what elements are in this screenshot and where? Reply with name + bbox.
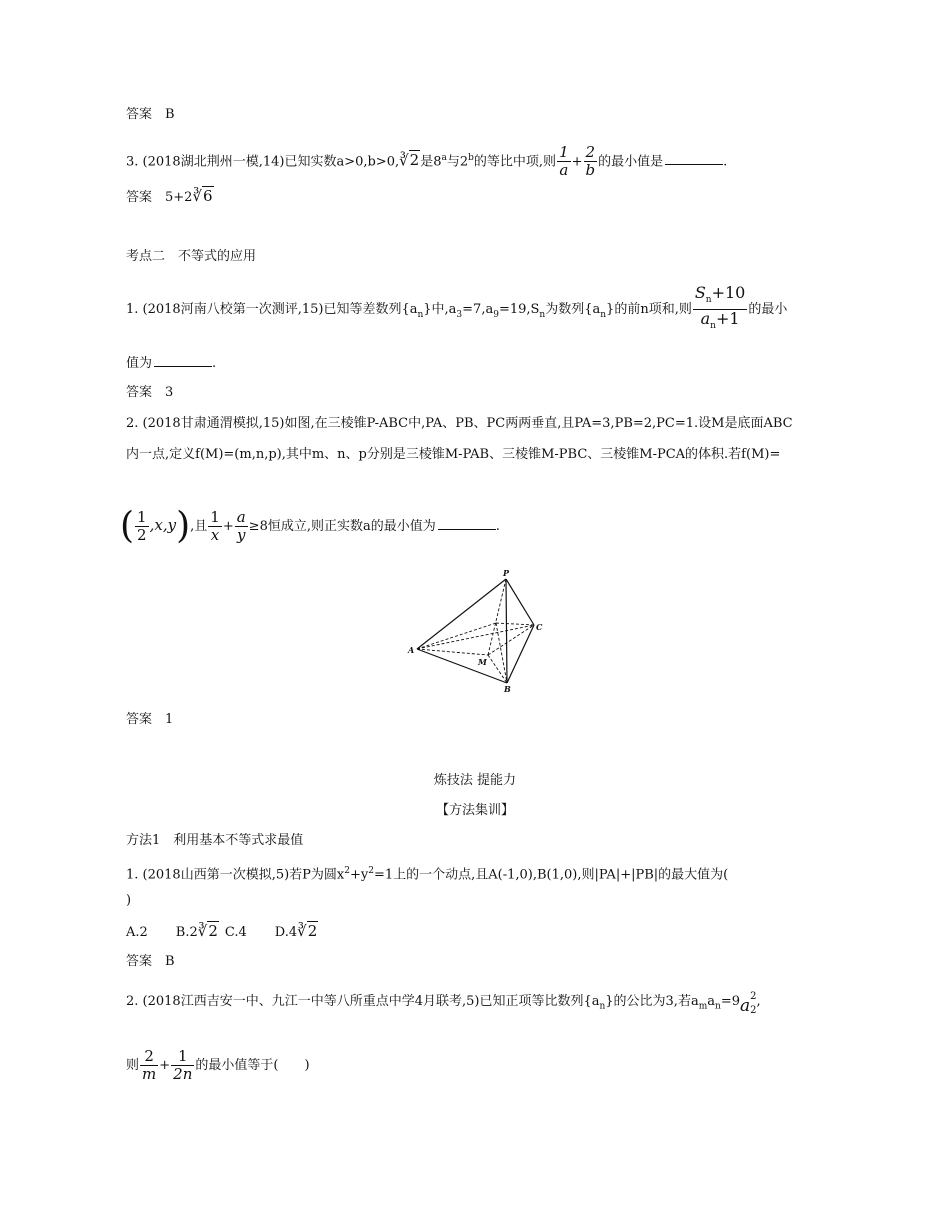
p1-blank xyxy=(154,354,212,367)
m1q2-g-den: 2n xyxy=(173,1065,193,1083)
edge-PA xyxy=(417,579,506,649)
p1-sub-n2: n xyxy=(539,309,546,320)
p2-f-num: 1 xyxy=(137,508,147,526)
problem-2-line-2: 内一点,定义f(M)=(m,n,p),其中m、n、p分别是三棱锥M-PAB、三棱锥M-PBC、三棱锥M-PCA的体积.若f(M)= xyxy=(126,447,781,462)
p2-xy: ,x,y xyxy=(149,516,177,534)
tetrahedron-figure xyxy=(400,565,560,695)
p2-h-den: y xyxy=(236,526,246,544)
q3-sup-a: a xyxy=(441,153,447,163)
m1q2-sub-n2: n xyxy=(715,1001,721,1012)
section-title: 考点二 不等式的应用 xyxy=(126,249,257,264)
p2-blank xyxy=(438,517,496,530)
q3-fraction-2 xyxy=(584,144,598,179)
p1-sub9: 9 xyxy=(493,309,499,320)
p1-prefix: 1. (2018河南八校第一次测评,15)已知等差数列{a xyxy=(126,302,418,318)
m1q2-f-num: 2 xyxy=(140,1048,158,1066)
p1-frac-num-s: S xyxy=(694,283,706,302)
p1-fraction xyxy=(693,284,748,335)
option-d-radicand: 2 xyxy=(307,922,318,940)
q3-mid2: 与2 xyxy=(446,154,469,170)
p2-end: . xyxy=(495,519,500,534)
p2-g-num: 1 xyxy=(210,508,220,526)
cube-root-symbol: ∛2 xyxy=(399,151,420,170)
q3-mid1: 是8 xyxy=(420,154,442,170)
line-aux-1 xyxy=(417,623,496,649)
method-1-title: 方法1 利用基本不等式求最值 xyxy=(126,833,304,848)
q3-radicand: 2 xyxy=(409,151,420,170)
p1-mid5: }的前n项和,则 xyxy=(606,302,692,318)
m1q2-frac-2 xyxy=(171,1048,194,1083)
p1-frac-den-sub: n xyxy=(710,321,716,332)
m1q2-line-2 xyxy=(126,1046,310,1086)
m1q1-a: 1. (2018山西第一次模拟,5)若P为圆x xyxy=(126,867,345,883)
edge-PC xyxy=(506,579,534,625)
p1-frac-den xyxy=(693,310,748,335)
label-B: B xyxy=(504,684,511,694)
answer-2 xyxy=(126,187,214,207)
m1q1-b: +y xyxy=(349,867,369,883)
q3-f2-den: b xyxy=(585,161,596,180)
cube-root-symbol: ∛6 xyxy=(192,187,213,205)
p1-sub: n xyxy=(417,309,424,320)
m1q2-plus: + xyxy=(159,1058,171,1073)
p1-end: . xyxy=(212,356,217,371)
p1-mid1: }中,a xyxy=(423,302,457,318)
p2-frac-1x xyxy=(208,509,222,544)
p2-lparen: ( xyxy=(120,505,135,547)
p2-f-den: 2 xyxy=(137,526,147,544)
answer-1: 答案 B xyxy=(126,107,175,122)
m1q2-a2-sup: 2 xyxy=(750,990,757,1002)
answer-2-radicand: 6 xyxy=(203,187,213,205)
m1q2-frac-1 xyxy=(140,1048,158,1083)
m1q2-d: =9 xyxy=(720,994,740,1009)
heading-title: 炼技法 提能力 xyxy=(433,773,517,788)
edge-BC xyxy=(507,625,534,683)
option-c: C.4 xyxy=(224,925,247,940)
m1q2-suffix: 的最小值等于( ) xyxy=(195,1058,310,1073)
p1-mid2: =7,a xyxy=(462,302,494,318)
m1q1-c: =1上的一个动点,且A(-1,0),B(1,0),则|PA|+|PB|的最大值为( xyxy=(373,867,729,883)
option-b: B.2 xyxy=(175,925,198,940)
m1q2-g-num: 1 xyxy=(171,1048,194,1066)
p2-frac-ay xyxy=(235,509,248,544)
p2-plus: + xyxy=(222,519,234,534)
answer-2-label: 答案 5+2 xyxy=(126,190,193,205)
p2-mid1: ,且 xyxy=(190,519,208,534)
option-a: A.2 xyxy=(126,925,148,940)
p1-sub3: 3 xyxy=(456,309,463,320)
p1-suffix: 的最小 xyxy=(748,302,788,318)
option-b-radicand: 2 xyxy=(208,922,218,940)
m1q2-b: }的公比为3,若a xyxy=(605,994,699,1009)
m1q2-e: , xyxy=(756,994,761,1009)
label-M: M xyxy=(478,657,487,667)
problem-2-line-3 xyxy=(120,500,500,552)
m1q2-prefix2: 则 xyxy=(126,1058,140,1073)
m1q2-a2: a xyxy=(739,996,751,1016)
label-C: C xyxy=(536,622,543,632)
p1-frac-num xyxy=(693,284,748,310)
p1-frac-num-rest: +10 xyxy=(711,283,746,302)
edge-AC-hidden xyxy=(417,625,534,649)
m1q2-a: 2. (2018江西吉安一中、九江一中等八所重点中学4月联考,5)已知正项等比数列{a xyxy=(126,994,600,1009)
line-aux-2 xyxy=(496,623,534,625)
p1-mid4: 为数列{a xyxy=(545,302,601,318)
answer-5: 答案 B xyxy=(126,954,175,969)
m1q2-f-den: m xyxy=(142,1065,157,1083)
m1q2-sub-m: m xyxy=(698,1001,708,1012)
q3-end: . xyxy=(723,154,728,170)
m1q1-options xyxy=(126,922,318,942)
m1q1-sup1: 2 xyxy=(344,866,350,876)
q3-plus: + xyxy=(571,154,583,170)
q3-sup-b: b xyxy=(468,153,474,163)
q3-prefix: 3. (2018湖北荆州一模,14)已知实数a>0,b>0, xyxy=(126,154,400,170)
q3-suffix: 的最小值是 xyxy=(598,154,664,170)
line-AM xyxy=(417,649,488,655)
q3-f1-den: a xyxy=(559,161,569,180)
label-A: A xyxy=(408,645,415,655)
label-P: P xyxy=(503,568,510,578)
problem-1-line-2 xyxy=(126,354,216,373)
heading-sub: 【方法集训】 xyxy=(435,803,514,818)
p2-rparen: ) xyxy=(176,505,191,547)
problem-2-line-1: 2. (2018甘肃通渭模拟,15)如图,在三棱锥P-ABC中,PA、PB、PC两两垂直,且PA=3,PB=2,PC=1.设M是底面ABC xyxy=(126,416,793,431)
p2-suffix: ≥8恒成立,则正实数a的最小值为 xyxy=(248,519,436,534)
m1q1-sup2: 2 xyxy=(368,866,374,876)
m1q2-sub-n: n xyxy=(599,1001,606,1012)
question-3 xyxy=(126,140,727,180)
p1-sub-n3: n xyxy=(600,309,607,320)
p2-g-den: x xyxy=(210,526,220,544)
p1-frac-den-a: a xyxy=(700,309,711,329)
p1-frac-num-sub: n xyxy=(705,295,712,306)
p1-mid3: =19,S xyxy=(498,302,540,318)
p2-frac-half xyxy=(135,509,149,544)
m1q2-line-1 xyxy=(126,985,761,1022)
q3-f1-num: 1 xyxy=(559,143,569,162)
m1q1-line-1 xyxy=(126,862,728,884)
cube-root-symbol: ∛2 xyxy=(197,922,218,940)
answer-3: 答案 3 xyxy=(126,385,174,400)
p2-h-num: a xyxy=(236,508,246,526)
problem-1 xyxy=(126,284,787,335)
q3-fraction-1 xyxy=(557,144,571,179)
p1-line2: 值为 xyxy=(126,356,153,371)
m1q2-c: a xyxy=(707,994,716,1009)
p1-frac-den-rest: +1 xyxy=(715,309,740,329)
answer-4: 答案 1 xyxy=(126,712,174,727)
m1q2-a2-sub: 2 xyxy=(750,1004,757,1016)
q3-f2-num: 2 xyxy=(584,144,598,162)
q3-blank xyxy=(665,152,723,165)
cube-root-symbol: ∛2 xyxy=(297,922,318,940)
q3-mid3: 的等比中项,则 xyxy=(473,154,557,170)
edge-AB xyxy=(417,649,507,683)
option-d: D.4 xyxy=(274,925,298,940)
m1q1-line-2: ) xyxy=(126,893,132,908)
